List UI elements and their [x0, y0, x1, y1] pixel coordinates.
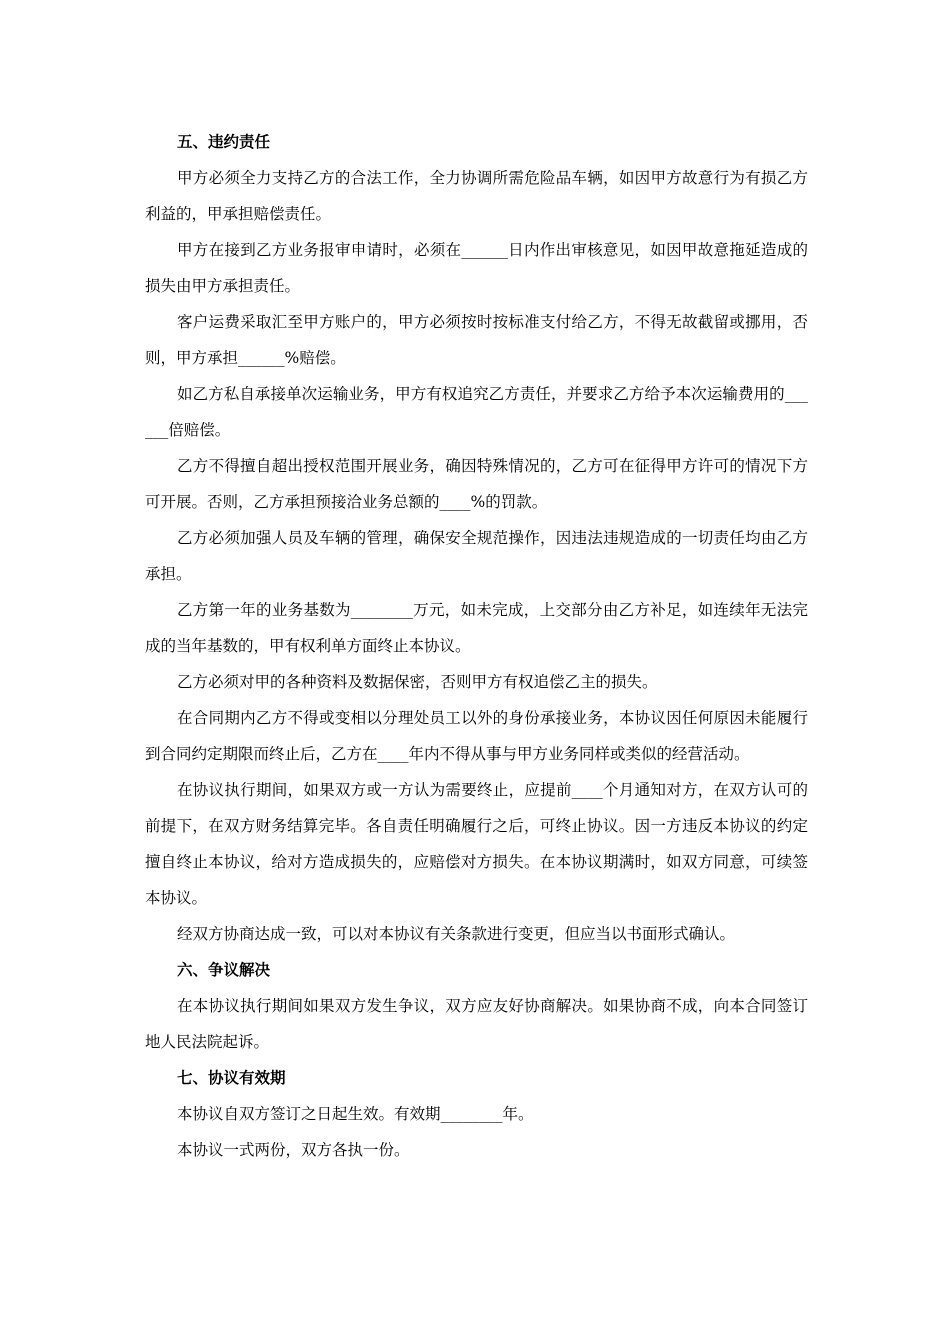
paragraph: 乙方必须对甲的各种资料及数据保密，否则甲方有权追偿乙主的损失。 [177, 673, 658, 691]
paragraph: 如乙方私自承接单次运输业务，甲方有权追究乙方责任，并要求乙方给予本次运输费用的______倍赔偿。 [145, 385, 808, 439]
section-heading: 七、协议有效期 [177, 1069, 286, 1087]
paragraph: 乙方必须加强人员及车辆的管理，确保安全规范操作，因违法违规造成的一切责任均由乙方承担。 [145, 529, 808, 583]
paragraph: 客户运费采取汇至甲方账户的，甲方必须按时按标准支付给乙方，不得无故截留或挪用，否则，甲方承担______%赔偿。 [145, 313, 808, 367]
paragraph: 本协议自双方签订之日起生效。有效期________年。 [177, 1105, 534, 1123]
paragraph: 乙方不得擅自超出授权范围开展业务，确因特殊情况的，乙方可在征得甲方许可的情况下方可开展。否则，乙方承担预接洽业务总额的____%的罚款。 [145, 457, 808, 511]
paragraph: 经双方协商达成一致，可以对本协议有关条款进行变更，但应当以书面形式确认。 [177, 925, 736, 943]
section-breach-liability [145, 124, 808, 952]
section-heading: 六、争议解决 [177, 961, 271, 979]
paragraph: 本协议一式两份，双方各执一份。 [177, 1141, 410, 1159]
section-agreement-validity [145, 1060, 808, 1168]
paragraph: 在协议执行期间，如果双方或一方认为需要终止，应提前____个月通知对方，在双方认可的前提下，在双方财务结算完毕。各自责任明确履行之后，可终止协议。因一方违反本协议的约定擅自终止本协议，给对方造成损失的，应赔偿对方损失。在本协议期满时，如双方同意，可续签本协议。 [145, 781, 808, 907]
paragraph: 甲方在接到乙方业务报审申请时，必须在______日内作出审核意见，如因甲故意拖延造成的损失由甲方承担责任。 [145, 241, 808, 295]
section-dispute-resolution [145, 952, 808, 1060]
paragraph: 在本协议执行期间如果双方发生争议，双方应友好协商解决。如果协商不成，向本合同签订地人民法院起诉。 [145, 997, 808, 1051]
paragraph: 甲方必须全力支持乙方的合法工作，全力协调所需危险品车辆，如因甲方故意行为有损乙方利益的，甲承担赔偿责任。 [145, 169, 808, 223]
section-heading: 五、违约责任 [177, 133, 271, 151]
paragraph: 乙方第一年的业务基数为________万元，如未完成，上交部分由乙方补足，如连续年无法完成的当年基数的，甲有权利单方面终止本协议。 [145, 601, 808, 655]
paragraph: 在合同期内乙方不得或变相以分理处员工以外的身份承接业务，本协议因任何原因未能履行到合同约定期限而终止后，乙方在____年内不得从事与甲方业务同样或类似的经营活动。 [145, 709, 808, 763]
document-body [145, 124, 808, 1168]
